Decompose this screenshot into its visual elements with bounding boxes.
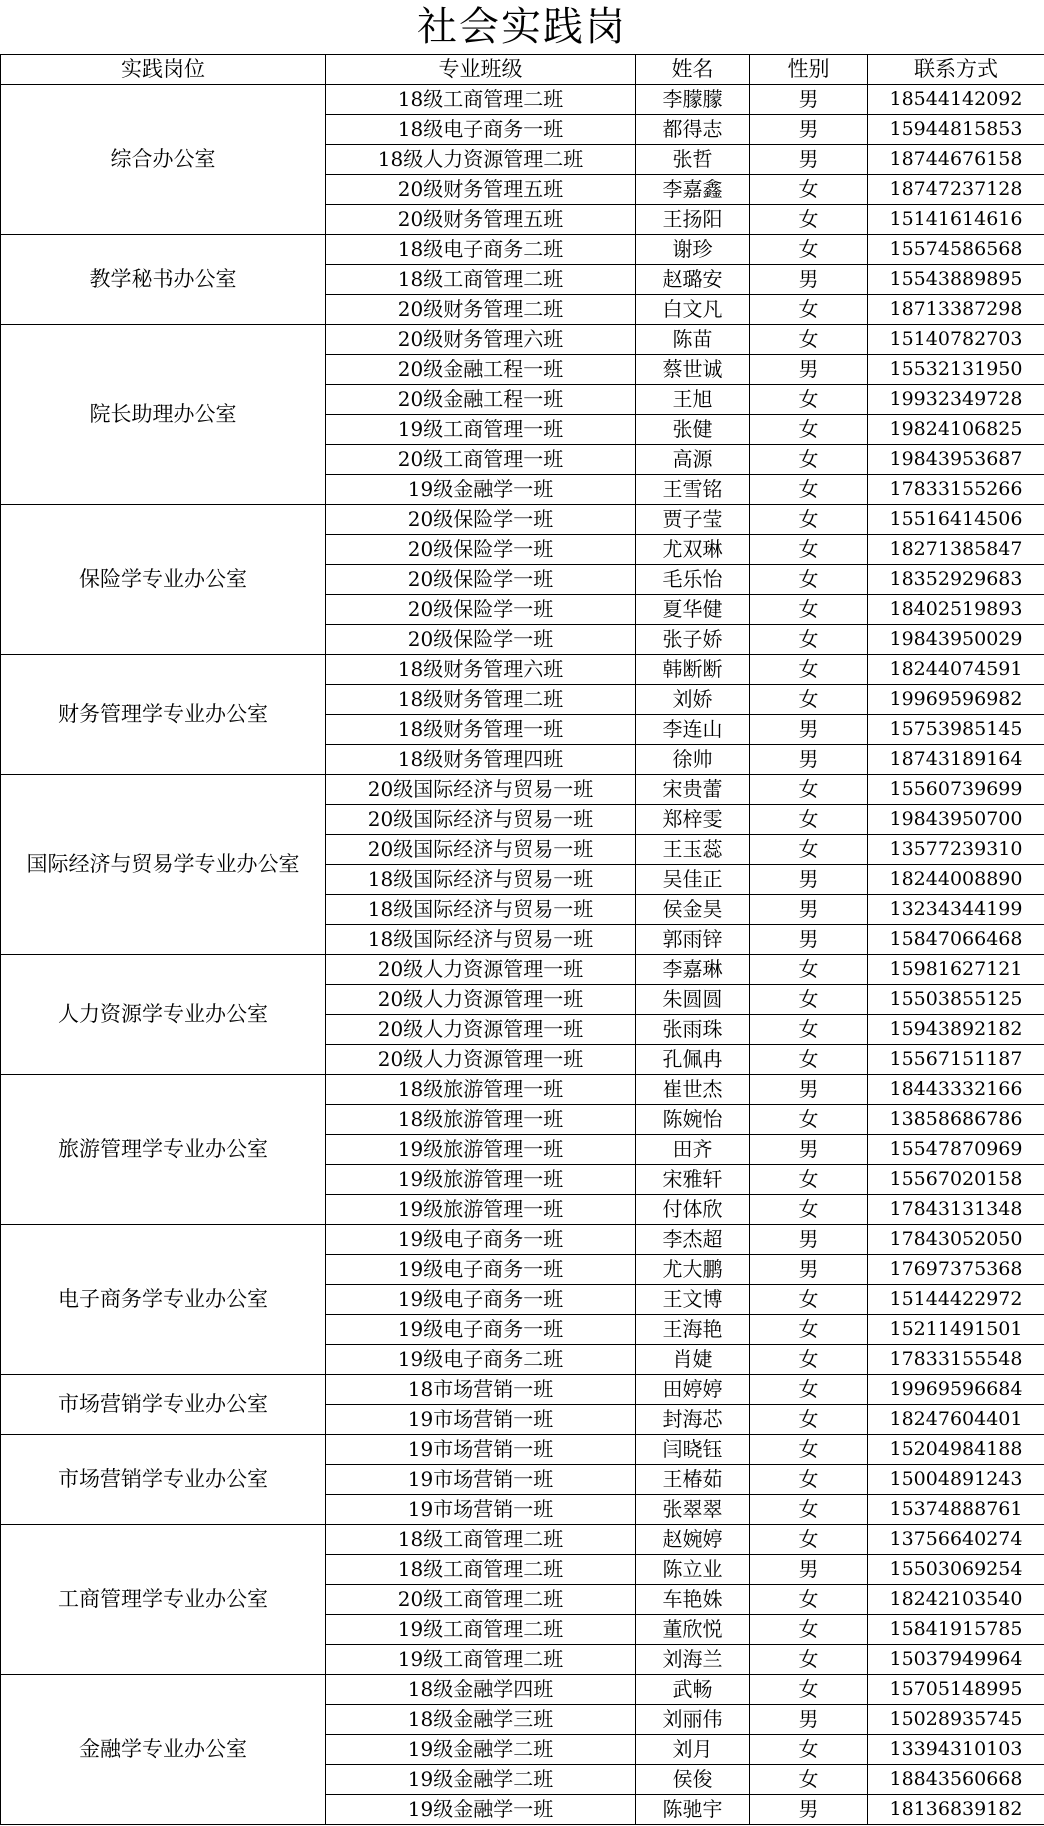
contact-cell: 18402519893 bbox=[868, 595, 1044, 625]
table-row bbox=[1, 505, 1044, 535]
contact-cell: 15004891243 bbox=[868, 1465, 1044, 1495]
class-cell: 18级工商管理二班 bbox=[326, 265, 636, 295]
table-row bbox=[1, 775, 1044, 805]
gender-cell: 女 bbox=[750, 235, 868, 265]
gender-cell: 女 bbox=[750, 1435, 868, 1465]
class-cell: 19级工商管理一班 bbox=[326, 415, 636, 445]
name-cell: 郭雨锌 bbox=[636, 925, 750, 955]
gender-cell: 女 bbox=[750, 1495, 868, 1525]
gender-cell: 女 bbox=[750, 835, 868, 865]
dept-cell: 教学秘书办公室 bbox=[1, 235, 326, 325]
name-cell: 陈婉怡 bbox=[636, 1105, 750, 1135]
gender-cell: 女 bbox=[750, 595, 868, 625]
gender-cell: 男 bbox=[750, 865, 868, 895]
name-cell: 赵婉婷 bbox=[636, 1525, 750, 1555]
class-cell: 18级工商管理二班 bbox=[326, 1525, 636, 1555]
name-cell: 王旭 bbox=[636, 385, 750, 415]
name-cell: 侯金昊 bbox=[636, 895, 750, 925]
dept-cell: 旅游管理学专业办公室 bbox=[1, 1075, 326, 1225]
gender-cell: 女 bbox=[750, 805, 868, 835]
gender-cell: 女 bbox=[750, 685, 868, 715]
name-cell: 付体欣 bbox=[636, 1195, 750, 1225]
contact-cell: 13394310103 bbox=[868, 1735, 1044, 1765]
gender-cell: 女 bbox=[750, 1675, 868, 1705]
class-cell: 20级工商管理一班 bbox=[326, 445, 636, 475]
gender-cell: 女 bbox=[750, 295, 868, 325]
name-cell: 王雪铭 bbox=[636, 475, 750, 505]
class-cell: 20级国际经济与贸易一班 bbox=[326, 775, 636, 805]
contact-cell: 15705148995 bbox=[868, 1675, 1044, 1705]
contact-cell: 17843052050 bbox=[868, 1225, 1044, 1255]
practice-roster-table bbox=[0, 54, 1044, 1825]
contact-cell: 15753985145 bbox=[868, 715, 1044, 745]
contact-cell: 18843560668 bbox=[868, 1765, 1044, 1795]
table-row bbox=[1, 1525, 1044, 1555]
contact-cell: 13858686786 bbox=[868, 1105, 1044, 1135]
gender-cell: 男 bbox=[750, 1795, 868, 1825]
contact-cell: 15560739699 bbox=[868, 775, 1044, 805]
name-cell: 董欣悦 bbox=[636, 1615, 750, 1645]
contact-cell: 18713387298 bbox=[868, 295, 1044, 325]
name-cell: 李杰超 bbox=[636, 1225, 750, 1255]
class-cell: 20级保险学一班 bbox=[326, 595, 636, 625]
contact-cell: 19969596684 bbox=[868, 1375, 1044, 1405]
gender-cell: 女 bbox=[750, 985, 868, 1015]
gender-cell: 女 bbox=[750, 1045, 868, 1075]
page-title: 社会实践岗 bbox=[417, 4, 627, 50]
name-cell: 毛乐怡 bbox=[636, 565, 750, 595]
table-row bbox=[1, 85, 1044, 115]
gender-cell: 女 bbox=[750, 175, 868, 205]
gender-cell: 女 bbox=[750, 505, 868, 535]
table-row bbox=[1, 1375, 1044, 1405]
name-cell: 郑梓雯 bbox=[636, 805, 750, 835]
gender-cell: 女 bbox=[750, 1765, 868, 1795]
name-cell: 张翠翠 bbox=[636, 1495, 750, 1525]
class-cell: 19级工商管理二班 bbox=[326, 1645, 636, 1675]
class-cell: 19级电子商务二班 bbox=[326, 1345, 636, 1375]
contact-cell: 18352929683 bbox=[868, 565, 1044, 595]
contact-cell: 18271385847 bbox=[868, 535, 1044, 565]
roster-body bbox=[1, 85, 1044, 1825]
name-cell: 崔世杰 bbox=[636, 1075, 750, 1105]
contact-cell: 15981627121 bbox=[868, 955, 1044, 985]
name-cell: 王扬阳 bbox=[636, 205, 750, 235]
header-contact: 联系方式 bbox=[868, 55, 1044, 85]
name-cell: 刘月 bbox=[636, 1735, 750, 1765]
class-cell: 20级人力资源管理一班 bbox=[326, 985, 636, 1015]
class-cell: 18级财务管理六班 bbox=[326, 655, 636, 685]
class-cell: 20级工商管理二班 bbox=[326, 1585, 636, 1615]
contact-cell: 15567020158 bbox=[868, 1165, 1044, 1195]
gender-cell: 女 bbox=[750, 445, 868, 475]
name-cell: 尤大鹏 bbox=[636, 1255, 750, 1285]
table-row bbox=[1, 955, 1044, 985]
table-row bbox=[1, 235, 1044, 265]
gender-cell: 女 bbox=[750, 1345, 868, 1375]
class-cell: 20级金融工程一班 bbox=[326, 355, 636, 385]
class-cell: 19级金融学二班 bbox=[326, 1735, 636, 1765]
contact-cell: 18242103540 bbox=[868, 1585, 1044, 1615]
header-gender: 性别 bbox=[750, 55, 868, 85]
gender-cell: 男 bbox=[750, 925, 868, 955]
gender-cell: 女 bbox=[750, 205, 868, 235]
contact-cell: 19824106825 bbox=[868, 415, 1044, 445]
gender-cell: 女 bbox=[750, 1375, 868, 1405]
gender-cell: 男 bbox=[750, 265, 868, 295]
gender-cell: 女 bbox=[750, 385, 868, 415]
class-cell: 20级国际经济与贸易一班 bbox=[326, 805, 636, 835]
class-cell: 20级财务管理五班 bbox=[326, 175, 636, 205]
name-cell: 贾子莹 bbox=[636, 505, 750, 535]
class-cell: 18市场营销一班 bbox=[326, 1375, 636, 1405]
contact-cell: 15374888761 bbox=[868, 1495, 1044, 1525]
gender-cell: 男 bbox=[750, 1075, 868, 1105]
class-cell: 19级工商管理二班 bbox=[326, 1615, 636, 1645]
contact-cell: 18443332166 bbox=[868, 1075, 1044, 1105]
class-cell: 19市场营销一班 bbox=[326, 1435, 636, 1465]
gender-cell: 女 bbox=[750, 415, 868, 445]
class-cell: 19级电子商务一班 bbox=[326, 1225, 636, 1255]
class-cell: 19级金融学一班 bbox=[326, 475, 636, 505]
class-cell: 20级保险学一班 bbox=[326, 625, 636, 655]
class-cell: 20级保险学一班 bbox=[326, 505, 636, 535]
name-cell: 赵璐安 bbox=[636, 265, 750, 295]
class-cell: 20级国际经济与贸易一班 bbox=[326, 835, 636, 865]
gender-cell: 男 bbox=[750, 145, 868, 175]
class-cell: 19市场营销一班 bbox=[326, 1465, 636, 1495]
dept-cell: 保险学专业办公室 bbox=[1, 505, 326, 655]
contact-cell: 19843953687 bbox=[868, 445, 1044, 475]
gender-cell: 女 bbox=[750, 1315, 868, 1345]
class-cell: 18级工商管理二班 bbox=[326, 1555, 636, 1585]
contact-cell: 15547870969 bbox=[868, 1135, 1044, 1165]
header-name: 姓名 bbox=[636, 55, 750, 85]
name-cell: 张健 bbox=[636, 415, 750, 445]
class-cell: 20级保险学一班 bbox=[326, 535, 636, 565]
table-row bbox=[1, 325, 1044, 355]
contact-cell: 19969596982 bbox=[868, 685, 1044, 715]
contact-cell: 18544142092 bbox=[868, 85, 1044, 115]
gender-cell: 女 bbox=[750, 1405, 868, 1435]
contact-cell: 18247604401 bbox=[868, 1405, 1044, 1435]
name-cell: 朱圆圆 bbox=[636, 985, 750, 1015]
contact-cell: 18136839182 bbox=[868, 1795, 1044, 1825]
dept-cell: 金融学专业办公室 bbox=[1, 1675, 326, 1825]
name-cell: 侯俊 bbox=[636, 1765, 750, 1795]
contact-cell: 15141614616 bbox=[868, 205, 1044, 235]
class-cell: 18级旅游管理一班 bbox=[326, 1105, 636, 1135]
name-cell: 陈驰宇 bbox=[636, 1795, 750, 1825]
contact-cell: 15028935745 bbox=[868, 1705, 1044, 1735]
contact-cell: 15944815853 bbox=[868, 115, 1044, 145]
name-cell: 孔佩冉 bbox=[636, 1045, 750, 1075]
gender-cell: 女 bbox=[750, 1105, 868, 1135]
gender-cell: 男 bbox=[750, 1225, 868, 1255]
contact-cell: 15841915785 bbox=[868, 1615, 1044, 1645]
dept-cell: 国际经济与贸易学专业办公室 bbox=[1, 775, 326, 955]
class-cell: 20级财务管理五班 bbox=[326, 205, 636, 235]
name-cell: 李朦朦 bbox=[636, 85, 750, 115]
gender-cell: 男 bbox=[750, 85, 868, 115]
gender-cell: 女 bbox=[750, 1615, 868, 1645]
contact-cell: 15037949964 bbox=[868, 1645, 1044, 1675]
dept-cell: 财务管理学专业办公室 bbox=[1, 655, 326, 775]
gender-cell: 男 bbox=[750, 1555, 868, 1585]
class-cell: 18级金融学三班 bbox=[326, 1705, 636, 1735]
contact-cell: 15847066468 bbox=[868, 925, 1044, 955]
contact-cell: 15574586568 bbox=[868, 235, 1044, 265]
gender-cell: 男 bbox=[750, 115, 868, 145]
class-cell: 18级国际经济与贸易一班 bbox=[326, 865, 636, 895]
name-cell: 李嘉鑫 bbox=[636, 175, 750, 205]
dept-cell: 工商管理学专业办公室 bbox=[1, 1525, 326, 1675]
class-cell: 19级电子商务一班 bbox=[326, 1315, 636, 1345]
class-cell: 18级电子商务二班 bbox=[326, 235, 636, 265]
contact-cell: 15503855125 bbox=[868, 985, 1044, 1015]
gender-cell: 男 bbox=[750, 1705, 868, 1735]
class-cell: 19级旅游管理一班 bbox=[326, 1165, 636, 1195]
gender-cell: 女 bbox=[750, 1735, 868, 1765]
contact-cell: 19843950700 bbox=[868, 805, 1044, 835]
class-cell: 20级人力资源管理一班 bbox=[326, 1015, 636, 1045]
name-cell: 张子娇 bbox=[636, 625, 750, 655]
contact-cell: 17833155266 bbox=[868, 475, 1044, 505]
contact-cell: 13234344199 bbox=[868, 895, 1044, 925]
class-cell: 20级金融工程一班 bbox=[326, 385, 636, 415]
gender-cell: 女 bbox=[750, 1285, 868, 1315]
contact-cell: 15140782703 bbox=[868, 325, 1044, 355]
contact-cell: 17833155548 bbox=[868, 1345, 1044, 1375]
table-row bbox=[1, 1075, 1044, 1105]
contact-cell: 19932349728 bbox=[868, 385, 1044, 415]
name-cell: 尤双琳 bbox=[636, 535, 750, 565]
name-cell: 刘丽伟 bbox=[636, 1705, 750, 1735]
contact-cell: 15144422972 bbox=[868, 1285, 1044, 1315]
header-position: 实践岗位 bbox=[1, 55, 326, 85]
class-cell: 19级旅游管理一班 bbox=[326, 1195, 636, 1225]
name-cell: 蔡世诚 bbox=[636, 355, 750, 385]
name-cell: 高源 bbox=[636, 445, 750, 475]
table-row bbox=[1, 1675, 1044, 1705]
dept-cell: 电子商务学专业办公室 bbox=[1, 1225, 326, 1375]
contact-cell: 15532131950 bbox=[868, 355, 1044, 385]
gender-cell: 女 bbox=[750, 1465, 868, 1495]
header-row bbox=[1, 55, 1044, 85]
contact-cell: 15204984188 bbox=[868, 1435, 1044, 1465]
contact-cell: 18244074591 bbox=[868, 655, 1044, 685]
contact-cell: 18744676158 bbox=[868, 145, 1044, 175]
class-cell: 18级国际经济与贸易一班 bbox=[326, 925, 636, 955]
name-cell: 张雨珠 bbox=[636, 1015, 750, 1045]
contact-cell: 17843131348 bbox=[868, 1195, 1044, 1225]
name-cell: 闫晓钰 bbox=[636, 1435, 750, 1465]
name-cell: 田齐 bbox=[636, 1135, 750, 1165]
contact-cell: 18244008890 bbox=[868, 865, 1044, 895]
gender-cell: 男 bbox=[750, 745, 868, 775]
contact-cell: 15943892182 bbox=[868, 1015, 1044, 1045]
contact-cell: 15211491501 bbox=[868, 1315, 1044, 1345]
name-cell: 封海芯 bbox=[636, 1405, 750, 1435]
name-cell: 王椿茹 bbox=[636, 1465, 750, 1495]
name-cell: 徐帅 bbox=[636, 745, 750, 775]
gender-cell: 女 bbox=[750, 955, 868, 985]
name-cell: 宋雅轩 bbox=[636, 1165, 750, 1195]
table-row bbox=[1, 1225, 1044, 1255]
class-cell: 19级金融学二班 bbox=[326, 1765, 636, 1795]
contact-cell: 17697375368 bbox=[868, 1255, 1044, 1285]
contact-cell: 15503069254 bbox=[868, 1555, 1044, 1585]
gender-cell: 男 bbox=[750, 1255, 868, 1285]
class-cell: 20级财务管理二班 bbox=[326, 295, 636, 325]
contact-cell: 13577239310 bbox=[868, 835, 1044, 865]
gender-cell: 女 bbox=[750, 565, 868, 595]
name-cell: 韩断断 bbox=[636, 655, 750, 685]
class-cell: 18级财务管理二班 bbox=[326, 685, 636, 715]
class-cell: 19级电子商务一班 bbox=[326, 1255, 636, 1285]
gender-cell: 女 bbox=[750, 475, 868, 505]
gender-cell: 女 bbox=[750, 325, 868, 355]
name-cell: 肖婕 bbox=[636, 1345, 750, 1375]
class-cell: 18级人力资源管理二班 bbox=[326, 145, 636, 175]
gender-cell: 女 bbox=[750, 1645, 868, 1675]
gender-cell: 女 bbox=[750, 655, 868, 685]
class-cell: 19级旅游管理一班 bbox=[326, 1135, 636, 1165]
dept-cell: 市场营销学专业办公室 bbox=[1, 1375, 326, 1435]
class-cell: 18级国际经济与贸易一班 bbox=[326, 895, 636, 925]
name-cell: 王文博 bbox=[636, 1285, 750, 1315]
name-cell: 李嘉琳 bbox=[636, 955, 750, 985]
dept-cell: 市场营销学专业办公室 bbox=[1, 1435, 326, 1525]
gender-cell: 女 bbox=[750, 1525, 868, 1555]
class-cell: 20级人力资源管理一班 bbox=[326, 955, 636, 985]
name-cell: 田婷婷 bbox=[636, 1375, 750, 1405]
name-cell: 武畅 bbox=[636, 1675, 750, 1705]
name-cell: 陈立业 bbox=[636, 1555, 750, 1585]
contact-cell: 18747237128 bbox=[868, 175, 1044, 205]
contact-cell: 18743189164 bbox=[868, 745, 1044, 775]
name-cell: 张哲 bbox=[636, 145, 750, 175]
gender-cell: 男 bbox=[750, 715, 868, 745]
gender-cell: 女 bbox=[750, 775, 868, 805]
class-cell: 19市场营销一班 bbox=[326, 1495, 636, 1525]
name-cell: 车艳姝 bbox=[636, 1585, 750, 1615]
contact-cell: 19843950029 bbox=[868, 625, 1044, 655]
contact-cell: 13756640274 bbox=[868, 1525, 1044, 1555]
name-cell: 谢珍 bbox=[636, 235, 750, 265]
class-cell: 20级人力资源管理一班 bbox=[326, 1045, 636, 1075]
gender-cell: 男 bbox=[750, 1135, 868, 1165]
class-cell: 18级工商管理二班 bbox=[326, 85, 636, 115]
class-cell: 19级电子商务一班 bbox=[326, 1285, 636, 1315]
name-cell: 王海艳 bbox=[636, 1315, 750, 1345]
name-cell: 王玉蕊 bbox=[636, 835, 750, 865]
class-cell: 20级财务管理六班 bbox=[326, 325, 636, 355]
gender-cell: 女 bbox=[750, 535, 868, 565]
gender-cell: 女 bbox=[750, 1015, 868, 1045]
contact-cell: 15516414506 bbox=[868, 505, 1044, 535]
gender-cell: 女 bbox=[750, 1585, 868, 1615]
name-cell: 宋贵蕾 bbox=[636, 775, 750, 805]
name-cell: 白文凡 bbox=[636, 295, 750, 325]
contact-cell: 15543889895 bbox=[868, 265, 1044, 295]
table-row bbox=[1, 655, 1044, 685]
name-cell: 刘海兰 bbox=[636, 1645, 750, 1675]
gender-cell: 女 bbox=[750, 625, 868, 655]
class-cell: 18级旅游管理一班 bbox=[326, 1075, 636, 1105]
name-cell: 刘娇 bbox=[636, 685, 750, 715]
table-row bbox=[1, 1435, 1044, 1465]
header-class: 专业班级 bbox=[326, 55, 636, 85]
name-cell: 李连山 bbox=[636, 715, 750, 745]
name-cell: 陈苗 bbox=[636, 325, 750, 355]
class-cell: 18级电子商务一班 bbox=[326, 115, 636, 145]
dept-cell: 综合办公室 bbox=[1, 85, 326, 235]
class-cell: 18级金融学四班 bbox=[326, 1675, 636, 1705]
dept-cell: 院长助理办公室 bbox=[1, 325, 326, 505]
name-cell: 夏华健 bbox=[636, 595, 750, 625]
class-cell: 20级保险学一班 bbox=[326, 565, 636, 595]
gender-cell: 女 bbox=[750, 1165, 868, 1195]
name-cell: 都得志 bbox=[636, 115, 750, 145]
gender-cell: 男 bbox=[750, 895, 868, 925]
class-cell: 19级金融学一班 bbox=[326, 1795, 636, 1825]
class-cell: 18级财务管理一班 bbox=[326, 715, 636, 745]
dept-cell: 人力资源学专业办公室 bbox=[1, 955, 326, 1075]
name-cell: 吴佳正 bbox=[636, 865, 750, 895]
class-cell: 18级财务管理四班 bbox=[326, 745, 636, 775]
contact-cell: 15567151187 bbox=[868, 1045, 1044, 1075]
class-cell: 19市场营销一班 bbox=[326, 1405, 636, 1435]
gender-cell: 男 bbox=[750, 355, 868, 385]
gender-cell: 女 bbox=[750, 1195, 868, 1225]
